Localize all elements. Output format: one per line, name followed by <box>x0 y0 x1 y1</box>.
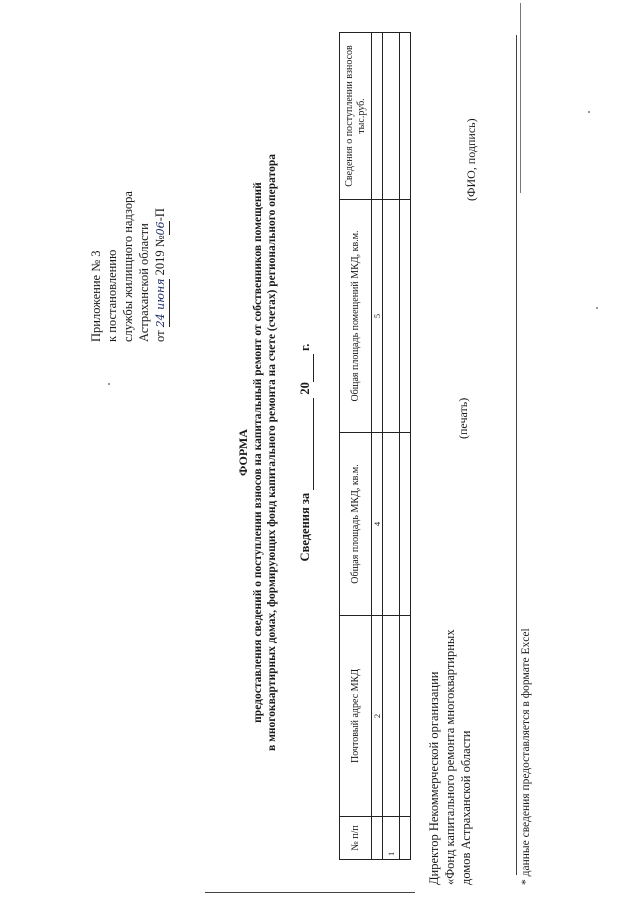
form-subtitle-line2: в многоквартирных домах, формирующих фонд капитального ремонта на счете (счетах) регионального оператора <box>266 154 278 752</box>
appendix-line: службы жилищного надзора <box>121 191 135 342</box>
margin-line <box>205 892 415 893</box>
number-cell: 2 <box>372 616 383 817</box>
appendix-line: к постановлению <box>105 249 119 342</box>
signature-underline <box>520 3 521 193</box>
table-cell <box>383 33 400 200</box>
table-row <box>400 33 411 860</box>
scan-speck <box>588 111 590 113</box>
signature-line: «Фонд капитального ремонта многоквартирных <box>443 629 457 885</box>
header-cell: Общая площадь МКД, кв.м. <box>340 433 372 616</box>
appendix-line: Приложение № 3 <box>89 250 103 342</box>
period-suffix: г. <box>298 343 312 351</box>
table-cell <box>383 616 400 817</box>
table-number-row <box>372 33 383 860</box>
form-subtitle-line1: предоставления сведений о поступлении взносов на капитальный ремонт от собственников помещений <box>252 182 264 723</box>
name-signature-label: (ФИО, подпись) <box>464 118 478 201</box>
handwritten-date: 24 июня <box>153 279 170 328</box>
date-year: 2019 № <box>153 235 167 279</box>
number-cell <box>372 33 383 200</box>
header-cell: Общая площадь помещений МКД, кв.м. <box>340 200 372 433</box>
appendix-date-line <box>152 191 170 342</box>
stamp-label: (печать) <box>456 397 470 439</box>
period-blank <box>298 398 314 490</box>
date-prefix: от <box>153 327 167 342</box>
data-table <box>339 32 411 860</box>
table-cell <box>383 200 400 433</box>
appendix-line: Астраханской области <box>137 223 151 342</box>
table-cell <box>383 433 400 616</box>
table-cell <box>400 33 411 200</box>
number-cell <box>372 817 383 860</box>
number-cell: 5 <box>372 200 383 433</box>
scan-speck <box>108 383 110 385</box>
table-header-row <box>340 33 372 860</box>
period-prefix: Сведения за <box>298 492 312 562</box>
header-cell: Сведения о поступлении взносов тыс.руб. <box>340 33 372 200</box>
number-cell: 4 <box>372 433 383 616</box>
form-title: ФОРМА <box>236 429 250 476</box>
header-cell: Почтовый адрес МКД <box>340 616 372 817</box>
table-row <box>383 33 400 860</box>
header-cell: № п/п <box>340 817 372 860</box>
handwritten-doc-number: 06 <box>153 221 170 235</box>
signature-block <box>426 629 474 885</box>
table-cell <box>400 616 411 817</box>
scan-speck <box>596 307 598 309</box>
doc-suffix: -П <box>153 208 167 222</box>
signature-line: домов Астраханской области <box>459 730 473 885</box>
period-year-prefix: 20 <box>298 382 312 395</box>
row-number-cell: 1 <box>383 817 400 860</box>
signature-line: Директор Некоммерческой организации <box>427 671 441 885</box>
appendix-block <box>88 191 170 342</box>
table-cell <box>400 433 411 616</box>
year-blank <box>298 354 314 382</box>
footnote-text: * данные сведения предоставляется в формате Excel <box>520 628 532 885</box>
footnote-divider <box>516 35 517 875</box>
period-line <box>298 0 314 905</box>
table-cell <box>400 817 411 860</box>
table-cell <box>400 200 411 433</box>
